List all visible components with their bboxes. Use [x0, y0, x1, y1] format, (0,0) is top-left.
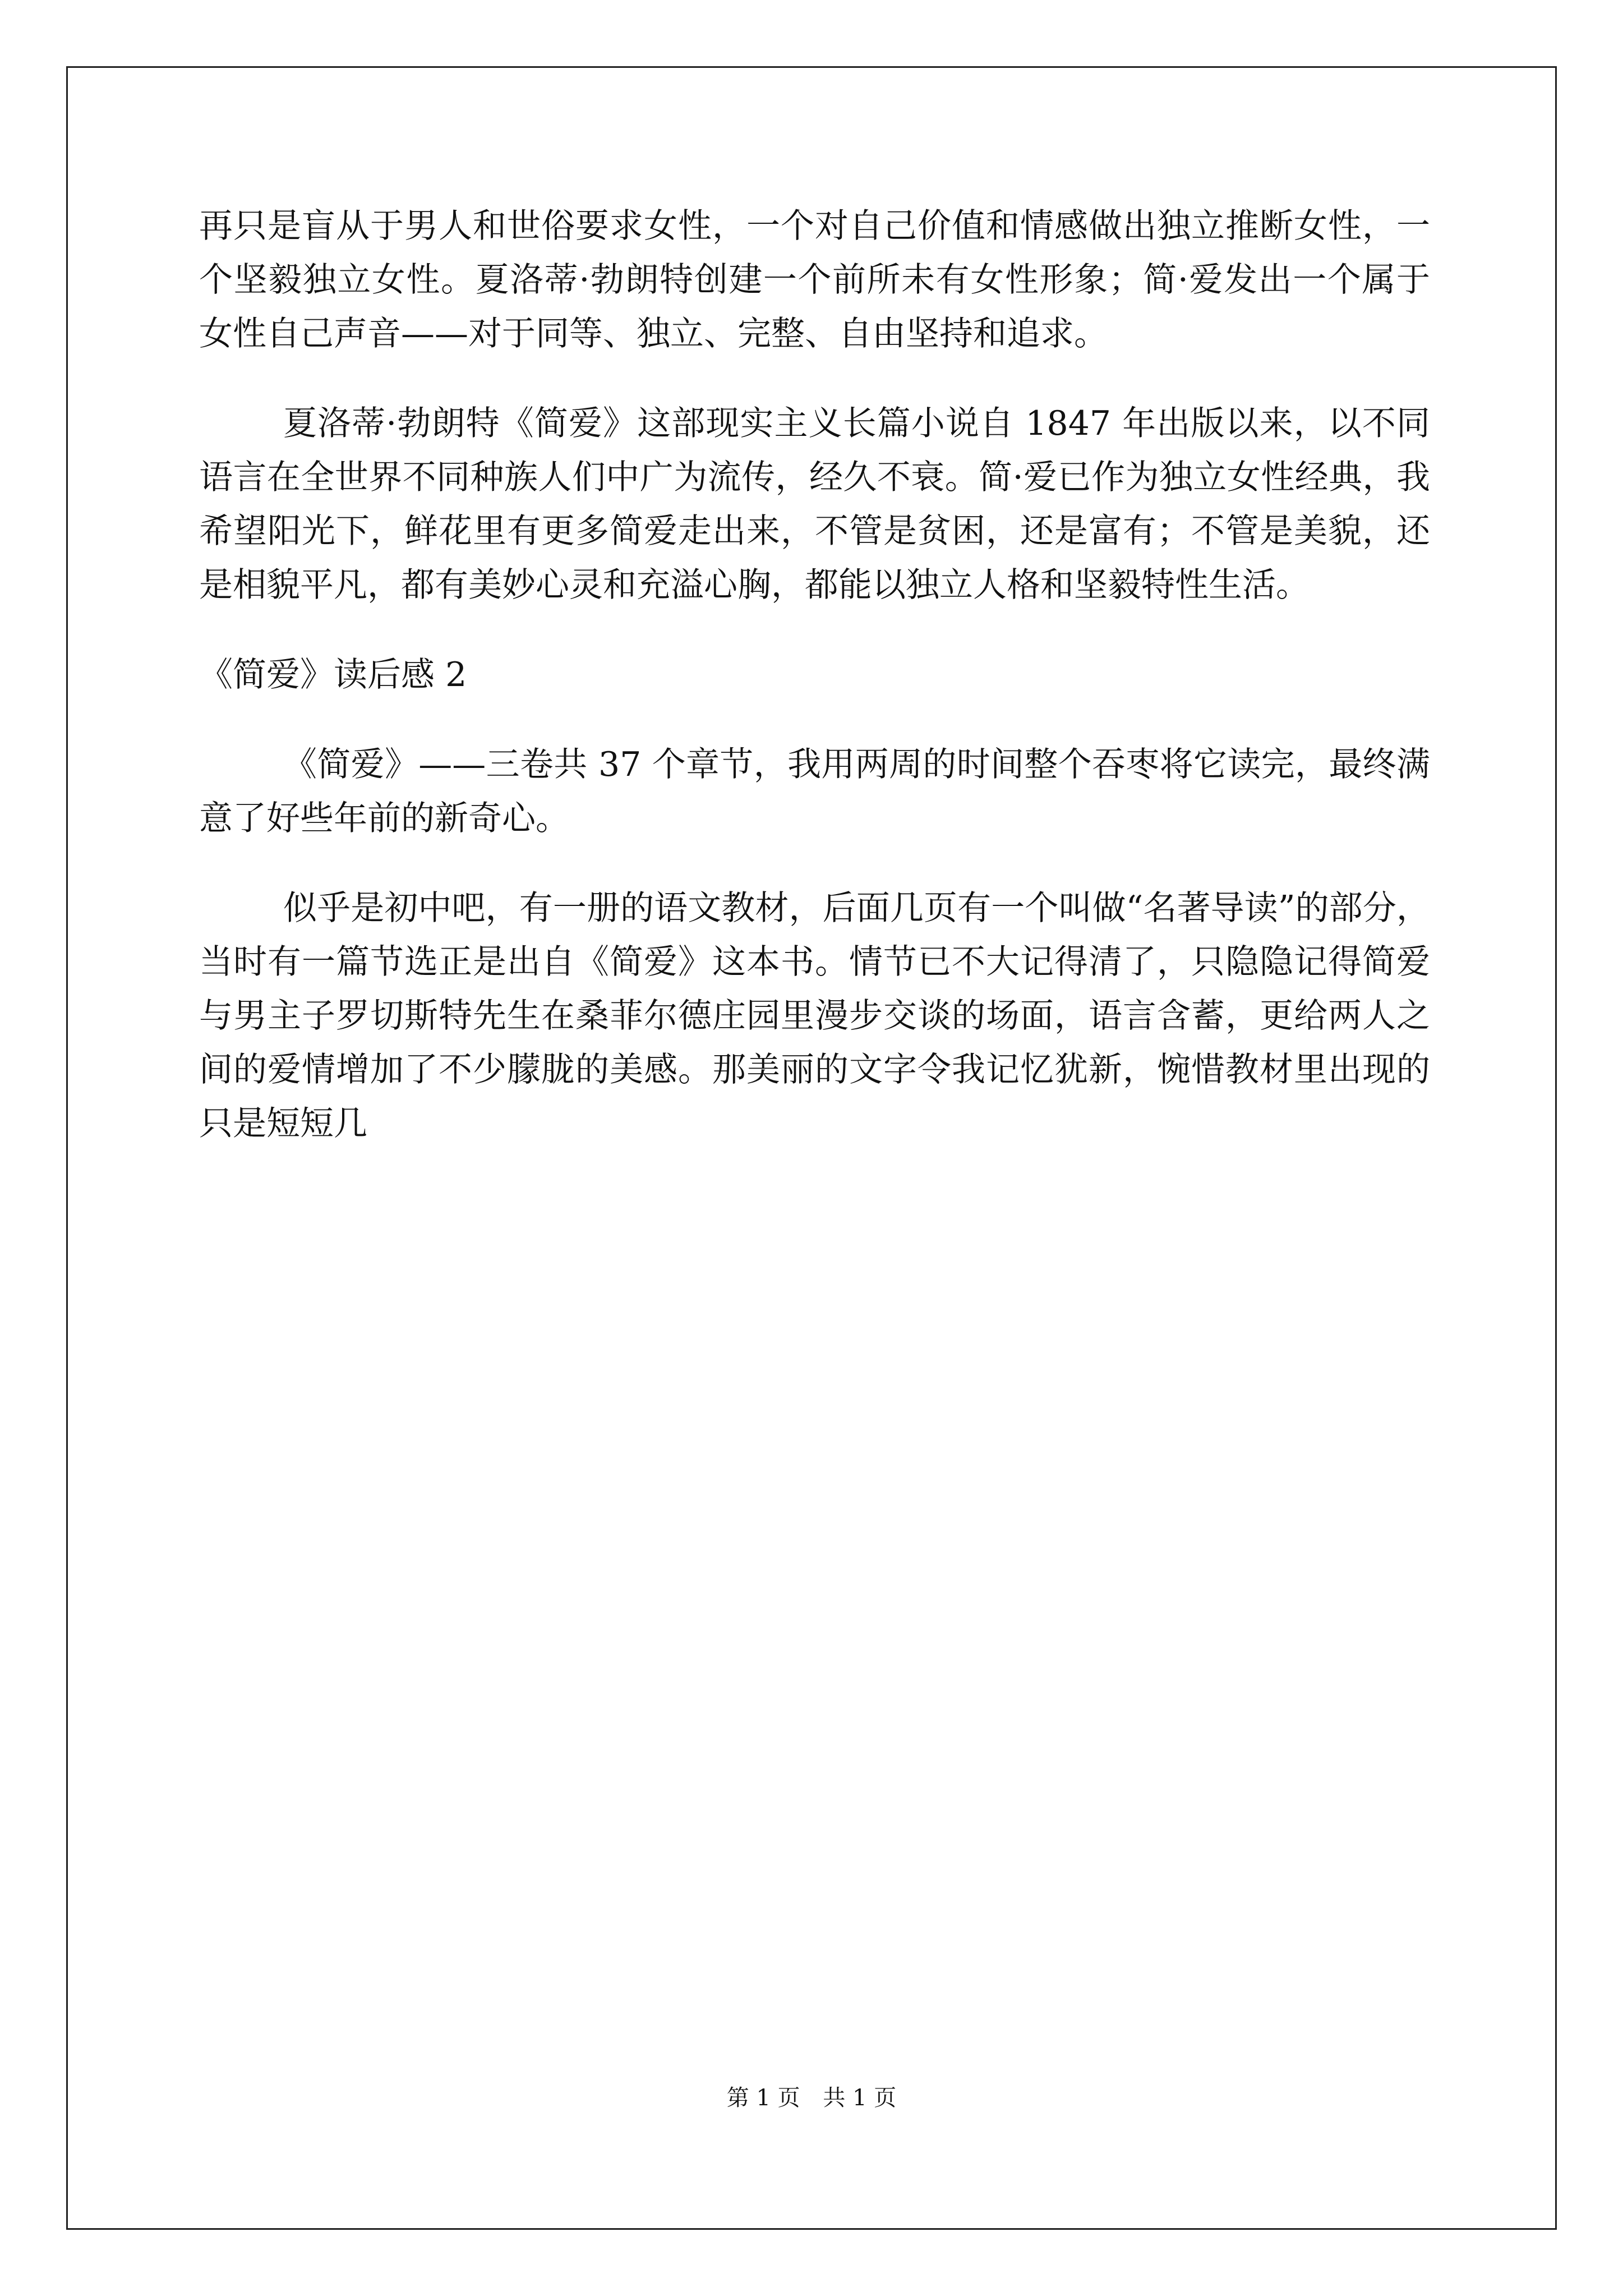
paragraph-reading: 《简爱》——三卷共 37 个章节，我用两周的时间整个吞枣将它读完，最终满意了好些年前的新奇心。	[199, 745, 1430, 838]
document-body	[199, 199, 1430, 1151]
paragraph-memory: 似乎是初中吧，有一册的语文教材，后面几页有一个叫做“名著导读”的部分，当时有一篇节选正是出自《简爱》这本书。情节已不大记得清了，只隐隐记得简爱与男主子罗切斯特先生在桑菲尔德庄园里漫步交谈的场面，语言含蓄，更给两人之间的爱情增加了不少朦胧的美感。那美丽的文字令我记忆犹新，惋惜教材里出现的只是短短几	[199, 889, 1430, 1143]
page-total: 共 1 页	[823, 2085, 897, 2111]
paragraph-publication: 夏洛蒂·勃朗特《简爱》这部现实主义长篇小说自 1847 年出版以来，以不同语言在全世界不同种族人们中广为流传，经久不衰。简·爱已作为独立女性经典，我希望阳光下，鲜花里有更多简爱走出来，不管是贫困，还是富有；不管是美貌，还是相貌平凡，都有美妙心灵和充溢心胸，都能以独立人格和坚毅特性生活。	[199, 404, 1430, 605]
paragraph-continuation: 再只是盲从于男人和世俗要求女性，一个对自己价值和情感做出独立推断女性，一个坚毅独立女性。夏洛蒂·勃朗特创建一个前所未有女性形象；简·爱发出一个属于女性自己声音——对于同等、独立、完整、自由坚持和追求。	[199, 206, 1430, 353]
page-footer	[0, 2084, 1623, 2112]
page-number: 第 1 页	[726, 2085, 800, 2111]
section-heading: 《简爱》读后感 2	[199, 655, 467, 694]
